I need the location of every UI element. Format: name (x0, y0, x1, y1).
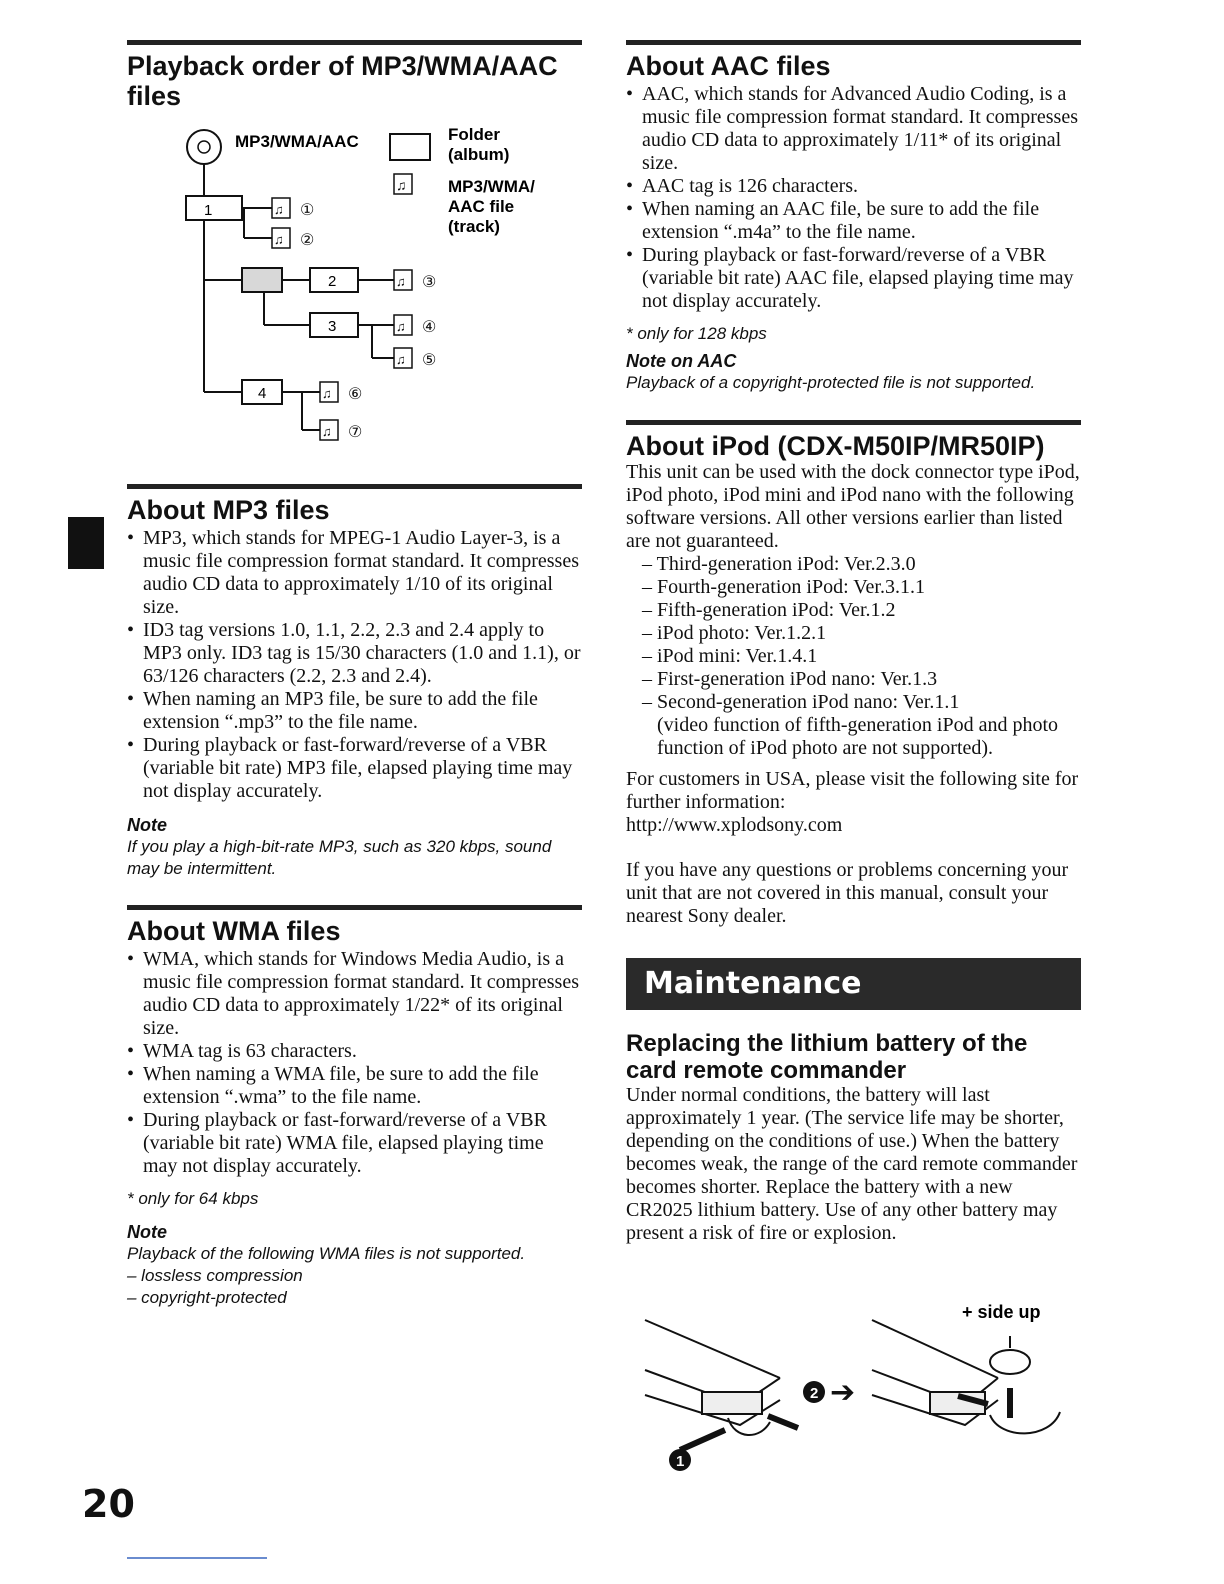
folder-1-icon (186, 196, 242, 220)
track-2-number: ② (300, 232, 315, 249)
aac-note-text: Playback of a copyright-protected file is not supported. (626, 373, 1036, 392)
playback-order-diagram (182, 120, 562, 450)
battery-coin-icon (990, 1350, 1030, 1374)
folder-2-icon (310, 268, 358, 292)
wma-title: About WMA files (127, 916, 341, 946)
track-5-number: ⑤ (422, 352, 437, 369)
list-item: • When naming an MP3 file, be sure to add the file extension “.mp3” to the file name. (127, 688, 582, 734)
wma-note-item: – copyright-protected (127, 1288, 287, 1307)
mp3-title: About MP3 files (127, 495, 330, 525)
wma-section (127, 905, 582, 1309)
ipod-usa-text: For customers in USA, please visit the following site for further information: (626, 768, 1079, 813)
page-marker-tab (68, 517, 104, 569)
ipod-version-note: (video function of fifth-generation iPod and photo function of iPod photo are not supported). (657, 714, 1059, 759)
battery-subtitle: Replacing the lithium battery of the card remote commander (626, 1030, 1028, 1084)
right-arrow-icon: ➔ (830, 1375, 856, 1410)
step-2-label: 2 (810, 1385, 819, 1402)
svg-text:♫: ♫ (322, 386, 332, 401)
mp3-note-title: Note (127, 815, 167, 835)
aac-footnote: * only for 128 kbps (626, 324, 767, 343)
aac-note-title: Note on AAC (626, 351, 737, 371)
list-item: • When naming a WMA file, be sure to add the file extension “.wma” to the file name. (127, 1063, 582, 1109)
ipod-url[interactable]: http://www.xplodsony.com (626, 814, 843, 836)
svg-text:♫: ♫ (274, 232, 284, 247)
left-column (127, 40, 582, 111)
folder-4-icon (242, 380, 282, 404)
track-1-number: ① (300, 202, 315, 219)
section-rule (127, 905, 582, 910)
battery-replacement-illustration (640, 1300, 1080, 1480)
ipod-version: – iPod mini: Ver.1.4.1 (642, 645, 818, 667)
legend-file-label-1: MP3/WMA/ (448, 177, 535, 196)
list-item: • ID3 tag versions 1.0, 1.1, 2.2, 2.3 and 2.4 apply to MP3 only. ID3 tag is 15/30 characters (1.0 and 1.1), or 63/126 characters (2.2, 2.3 and 2.4). (127, 619, 582, 688)
list-item: • WMA tag is 63 characters. (127, 1040, 582, 1063)
list-item: • MP3, which stands for MPEG-1 Audio Layer-3, is a music file compression format standard. It compresses audio CD data to approximately 1/10 of its original size. (127, 527, 582, 619)
section-rule (127, 40, 582, 45)
legend-folder-icon (390, 134, 430, 160)
list-item: • AAC tag is 126 characters. (626, 175, 1081, 198)
list-item: • AAC, which stands for Advanced Audio Coding, is a music file compression format standard. It compresses audio CD data to approximately 1/11* of its original size. (626, 83, 1081, 175)
legend-folder-label-2: (album) (448, 145, 510, 164)
list-item: • During playback or fast-forward/reverse of a VBR (variable bit rate) WMA file, elapsed playing time may not display accurately. (127, 1109, 582, 1178)
side-up-label: + side up (962, 1302, 1041, 1322)
aac-bullets (626, 83, 1081, 313)
folder-4-label: 4 (258, 385, 267, 402)
page-number: 20 (82, 1482, 135, 1526)
right-column (626, 40, 1081, 1245)
list-item: • During playback or fast-forward/reverse of a VBR (variable bit rate) AAC file, elapsed playing time may not display accurately. (626, 244, 1081, 313)
svg-text:♫: ♫ (396, 319, 406, 334)
section-rule (127, 484, 582, 489)
maintenance-banner: Maintenance (626, 958, 1081, 1010)
list-item: • When naming an AAC file, be sure to add the file extension “.m4a” to the file name. (626, 198, 1081, 244)
svg-text:♫: ♫ (396, 274, 406, 289)
section-rule (626, 40, 1081, 45)
svg-text:♫: ♫ (274, 202, 284, 217)
battery-body: Under normal conditions, the battery will last approximately 1 year. (The service life may be shorter, depending on the conditions of use.) When the battery becomes weak, the range of the card remote commander becomes shorter. Replace the battery with a new CR2025 lithium battery. Use of any other battery may present a risk of fire or explosion. (626, 1084, 1078, 1244)
ipod-version: – Second-generation iPod nano: Ver.1.1 (642, 691, 960, 713)
list-item: • WMA, which stands for Windows Media Audio, is a music file compression format standard. It compresses audio CD data to approximately 1/22* of its original size. (127, 948, 582, 1040)
wma-footnote: * only for 64 kbps (127, 1189, 259, 1208)
legend-disc-label: MP3/WMA/AAC (235, 132, 359, 151)
ipod-version: – iPod photo: Ver.1.2.1 (642, 622, 827, 644)
legend-file-label-3: (track) (448, 217, 500, 236)
step-1-label: 1 (676, 1453, 685, 1470)
svg-text:♫: ♫ (396, 177, 407, 193)
bottom-line (127, 1557, 267, 1559)
track-7-number: ⑦ (348, 424, 363, 441)
mp3-bullets (127, 527, 582, 803)
folder-3-label: 3 (328, 318, 337, 335)
aac-title: About AAC files (626, 51, 831, 81)
wma-note-text: Playback of the following WMA files is not supported. (127, 1244, 526, 1263)
list-item: • During playback or fast-forward/reverse of a VBR (variable bit rate) MP3 file, elapsed playing time may not display accurately. (127, 734, 582, 803)
mp3-note-text: If you play a high-bit-rate MP3, such as 320 kbps, sound may be intermittent. (127, 837, 552, 878)
svg-text:♫: ♫ (396, 352, 406, 367)
folder-3-icon (310, 313, 358, 337)
ipod-version: – Fifth-generation iPod: Ver.1.2 (642, 599, 896, 621)
ipod-version: – Fourth-generation iPod: Ver.3.1.1 (642, 576, 925, 598)
legend-folder-label-1: Folder (448, 125, 500, 144)
ipod-version: – Third-generation iPod: Ver.2.3.0 (642, 553, 916, 575)
wma-bullets (127, 948, 582, 1178)
ipod-intro: This unit can be used with the dock connector type iPod, iPod photo, iPod mini and iPod nano with the following software versions. All other versions earlier than listed are not guaranteed. (626, 461, 1080, 552)
section-rule (626, 420, 1081, 425)
wma-note-title: Note (127, 1222, 167, 1242)
disc-icon (187, 130, 221, 164)
track-3-number: ③ (422, 274, 437, 291)
svg-text:♫: ♫ (322, 424, 332, 439)
ipod-version: – First-generation iPod nano: Ver.1.3 (642, 668, 938, 690)
folder-root-icon (242, 268, 282, 292)
track-6-number: ⑥ (348, 386, 363, 403)
folder-1-label: 1 (204, 202, 213, 219)
arrow-1-icon (680, 1430, 725, 1450)
mp3-section (127, 484, 582, 880)
legend-file-label-2: AAC file (448, 197, 515, 216)
ipod-title: About iPod (CDX-M50IP/MR50IP) (626, 431, 1045, 461)
wma-note-item: – lossless compression (127, 1266, 303, 1285)
ipod-contact: If you have any questions or problems concerning your unit that are not covered in this manual, consult your nearest Sony dealer. (626, 859, 1069, 927)
playback-order-title: Playback order of MP3/WMA/AAC files (127, 51, 558, 111)
folder-2-label: 2 (328, 273, 337, 290)
track-4-number: ④ (422, 319, 437, 336)
